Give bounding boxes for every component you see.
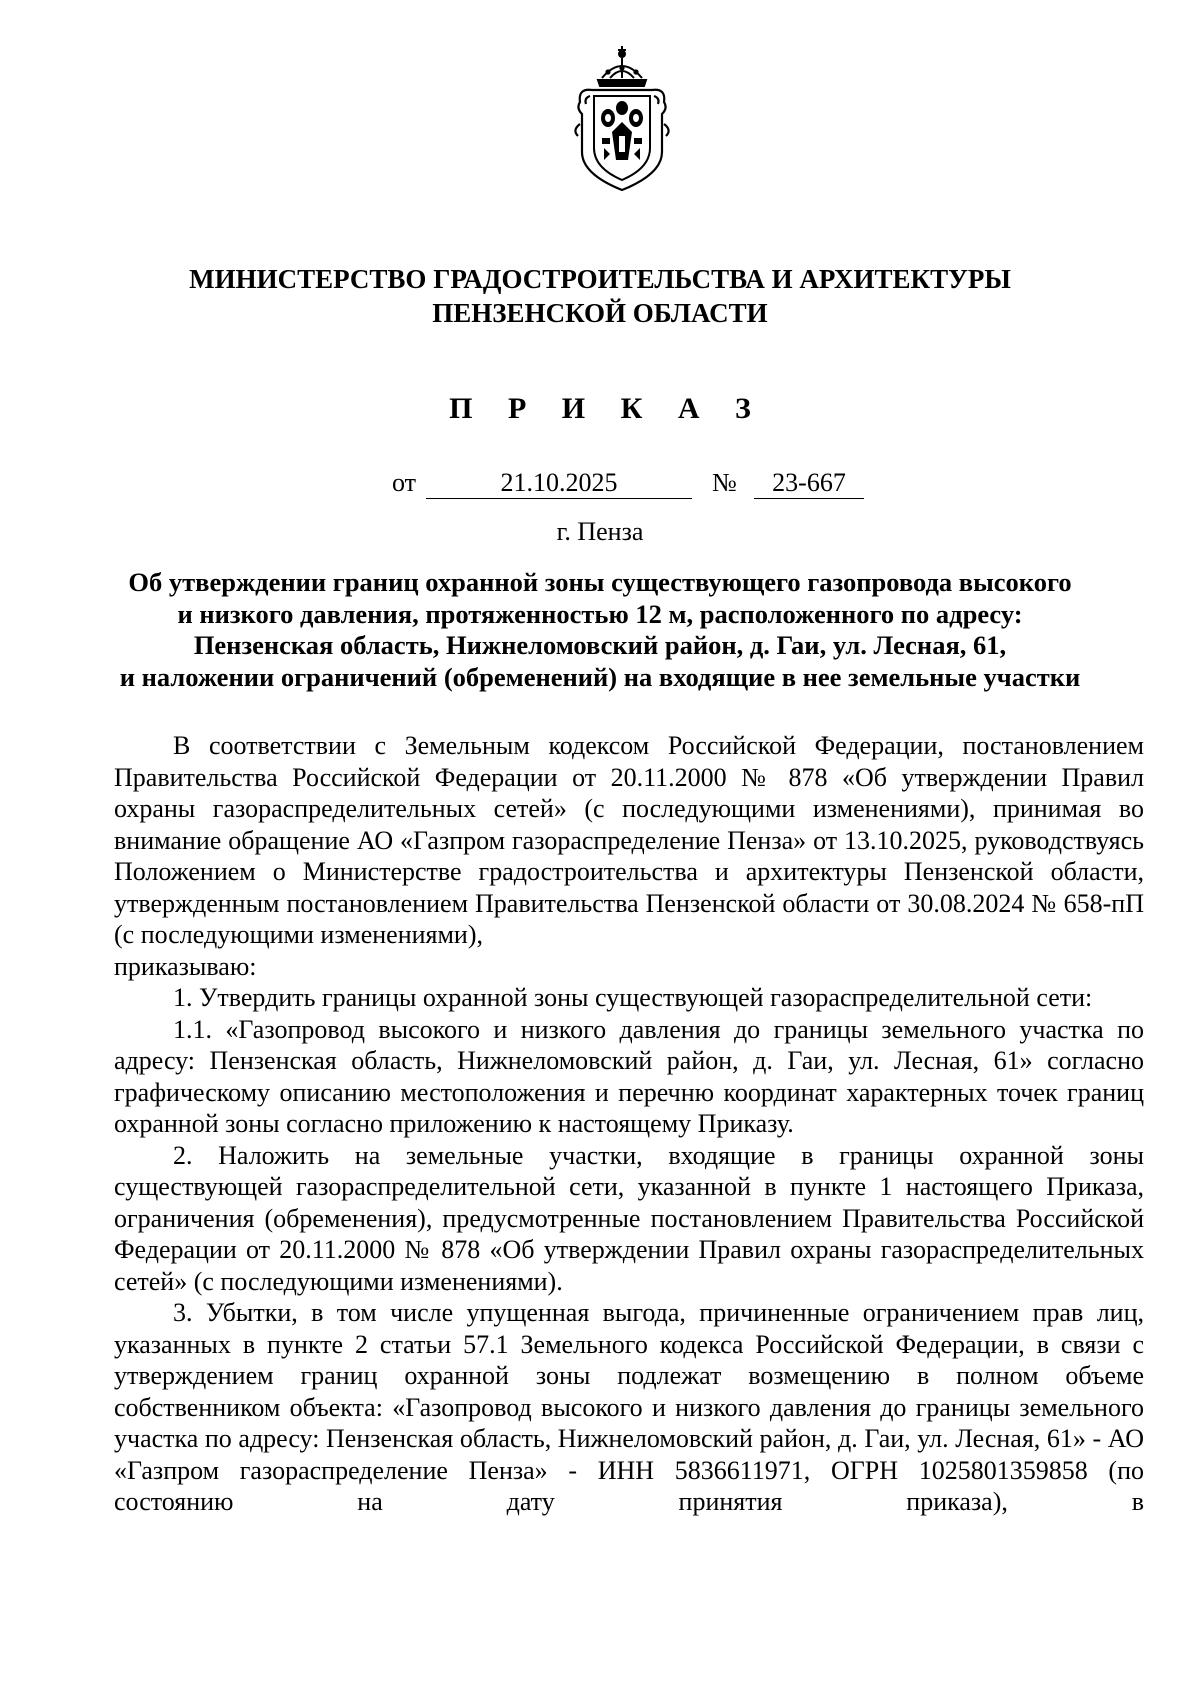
preamble-paragraph: В соответствии с Земельным кодексом Российской Федерации, постановлением Правительства Российской Федерации от 20.11.2000 № 878 «Об утверждении Правил охраны газораспределительных сетей» (с последующими изменениями), принимая во внимание обращение АО «Газпром газораспределение Пенза» от 13.10.2025, руководствуясь Положением о Министерстве градостроительства и архитектуры Пензенской области, утвержденным постановлением Правительства Пензенской области от 30.08.2024 № 658-пП (с последующими изменениями), (114, 731, 1144, 949)
ministry-line-2: ПЕНЗЕНСКОЙ ОБЛАСТИ (432, 298, 768, 328)
order-subject (60, 567, 1140, 693)
order-number: 23-667 (754, 468, 864, 499)
item-3-paragraph: 3. Убытки, в том числе упущенная выгода, причиненные ограничением прав лиц, указанных в пункте 2 статьи 57.1 Земельного кодекса Российской Федерации, в связи с утверждением границ охранной зоны подлежат возмещению в полном объеме собственником объекта: «Газопровод высокого и низкого давления до границы земельного участка по адресу: Пензенская область, Нижнеломовский район, д. Гаи, ул. Лесная, 61» - АО «Газпром газораспределение Пенза» - ИНН 5836611971, ОГРН 1025801359858 (по состоянию на дату принятия приказа), в (114, 1298, 1144, 1516)
subject-line-4: и наложении ограничений (обременений) на входящие в нее земельные участки (119, 661, 1081, 692)
city: г. Пенза (556, 517, 644, 546)
coat-of-arms-icon (568, 44, 676, 194)
order-word: приказываю: (114, 951, 257, 981)
order-date: 21.10.2025 (426, 468, 692, 499)
item-1-paragraph: 1. Утвердить границы охранной зоны существующей газораспределительной сети: (173, 983, 1093, 1012)
ministry-name (0, 262, 1200, 330)
date-prefix: от (392, 468, 417, 497)
document-type-title: П Р И К А З (449, 392, 765, 425)
order-body (114, 730, 1144, 1518)
date-number-line (392, 468, 872, 502)
number-prefix: № (712, 468, 737, 497)
subject-line-2: и низкого давления, протяженностью 12 м, расположенного по адресу: (177, 598, 1023, 629)
subject-line-1: Об утверждении границ охранной зоны существующего газопровода высокого (128, 567, 1072, 597)
item-2-paragraph: 2. Наложить на земельные участки, входящие в границы охранной зоны существующей газораспределительной сети, указанной в пункте 1 настоящего Приказа, ограничения (обременения), предусмотренные постановлением Правительства Российской Федерации от 20.11.2000 № 878 «Об утверждении Правил охраны газораспределительных сетей» (с последующими изменениями). (114, 1140, 1144, 1296)
subject-line-3: Пензенская область, Нижнеломовский район, д. Гаи, ул. Лесная, 61, (193, 630, 1007, 660)
ministry-line-1: МИНИСТЕРСТВО ГРАДОСТРОИТЕЛЬСТВА И АРХИТЕКТУРЫ (189, 264, 1011, 294)
item-1-1-paragraph: 1.1. «Газопровод высокого и низкого давления до границы земельного участка по адресу: Пензенская область, Нижнеломовский район, д. Гаи, ул. Лесная, 61» согласно графическому описанию местоположения и перечню координат характерных точек границ охранной зоны согласно приложению к настоящему Приказу. (114, 1014, 1144, 1138)
